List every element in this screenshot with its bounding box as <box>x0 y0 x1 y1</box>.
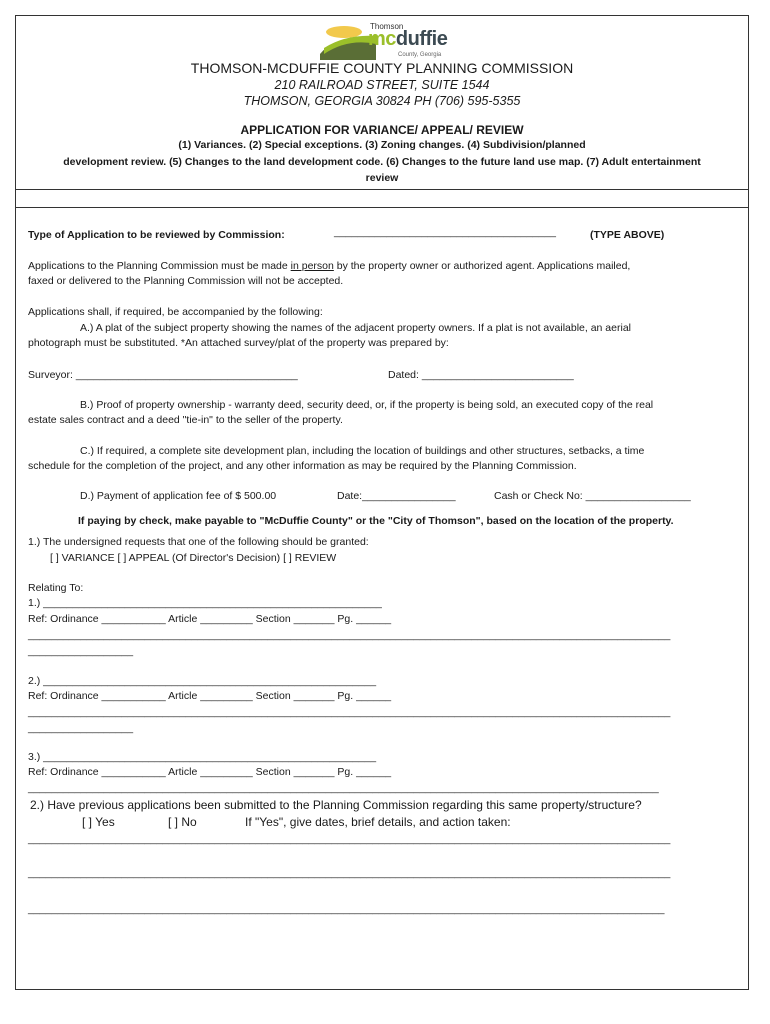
logo-name: mcduffie <box>368 28 448 50</box>
relating-item-1-field[interactable]: 1.) __________________________________________________________ <box>28 597 382 609</box>
check-number-field[interactable]: Cash or Check No: __________________ <box>494 490 691 502</box>
previous-no-checkbox[interactable]: [ ] No <box>168 815 197 829</box>
relating-item-2-detail-line-short[interactable]: __________________ <box>28 722 134 734</box>
mcduffie-logo <box>318 22 458 60</box>
request-options-checkboxes[interactable]: [ ] VARIANCE [ ] APPEAL (Of Director's Decision) [ ] REVIEW <box>50 552 337 564</box>
type-above-note: (TYPE ABOVE) <box>590 229 665 241</box>
previous-applications-question: 2.) Have previous applications been submitted to the Planning Commission regarding this same property/structure? <box>30 798 642 812</box>
relating-to-label: Relating To: <box>28 582 84 594</box>
application-types-line-3: review <box>365 172 399 184</box>
fee-date-field[interactable]: Date:________________ <box>337 490 456 502</box>
relating-item-1-reference[interactable]: Ref: Ordinance ___________ Article _________ Section _______ Pg. ______ <box>28 613 392 625</box>
requirement-b-line-1: B.) Proof of property ownership - warranty deed, security deed, or, if the property is being sold, an executed copy of the real <box>80 399 654 411</box>
type-of-application-field[interactable]: ______________________________________ <box>334 226 556 238</box>
intro-line-2: faxed or delivered to the Planning Commission will not be accepted. <box>28 275 344 287</box>
previous-details-prompt: If "Yes", give dates, brief details, and action taken: <box>245 815 511 829</box>
logo-subtitle: County, Georgia <box>398 52 442 58</box>
type-of-application-label: Type of Application to be reviewed by Commission: <box>28 229 285 241</box>
relating-item-2-field[interactable]: 2.) _________________________________________________________ <box>28 675 377 687</box>
requirements-lead: Applications shall, if required, be accompanied by the following: <box>28 306 323 318</box>
relating-item-2-detail-line[interactable]: ______________________________________________________________________________________________________________ <box>28 706 671 718</box>
request-lead: 1.) The undersigned requests that one of the following should be granted: <box>28 536 369 548</box>
previous-yes-checkbox[interactable]: [ ] Yes <box>82 815 115 829</box>
commission-title: THOMSON-MCDUFFIE COUNTY PLANNING COMMISSION <box>190 60 574 76</box>
relating-item-1-detail-line[interactable]: ______________________________________________________________________________________________________________ <box>28 629 671 641</box>
payable-note: If paying by check, make payable to "McDuffie County" or the "City of Thomson", based on the location of the property. <box>78 515 674 527</box>
requirement-c-line-2: schedule for the completion of the project, and any other information as may be required by the Planning Commission. <box>28 460 577 472</box>
application-fee-text: D.) Payment of application fee of $ 500.00 <box>80 490 277 502</box>
relating-item-2-reference[interactable]: Ref: Ordinance ___________ Article _________ Section _______ Pg. ______ <box>28 690 392 702</box>
address-line-1: 210 RAILROAD STREET, SUITE 1544 <box>274 78 490 92</box>
form-title: APPLICATION FOR VARIANCE/ APPEAL/ REVIEW <box>240 123 524 137</box>
requirement-c-line-1: C.) If required, a complete site development plan, including the location of buildings and other structures, setbacks, a time <box>80 445 645 457</box>
requirement-a-line-1: A.) A plat of the subject property showing the names of the adjacent property owners. If a plat is not available, an aerial <box>80 322 631 334</box>
previous-details-line-3[interactable]: _____________________________________________________________________________________________________________ <box>28 903 665 915</box>
application-types-line-2: development review. (5) Changes to the land development code. (6) Changes to the future land use map. (7) Adult entertainment <box>63 156 701 168</box>
application-types-line-1: (1) Variances. (2) Special exceptions. (3) Zoning changes. (4) Subdivision/planned <box>178 139 586 151</box>
previous-details-line-2[interactable]: ______________________________________________________________________________________________________________ <box>28 867 671 879</box>
relating-item-1-detail-line-short[interactable]: __________________ <box>28 645 134 657</box>
previous-details-line-1[interactable]: ______________________________________________________________________________________________________________ <box>28 833 671 845</box>
relating-item-3-reference[interactable]: Ref: Ordinance ___________ Article _________ Section _______ Pg. ______ <box>28 766 392 778</box>
intro-line-1: Applications to the Planning Commission must be made in person by the property owner or authorized agent. Applications mailed, <box>28 260 631 272</box>
logo-city-text: Thomson <box>370 22 404 31</box>
address-line-2: THOMSON, GEORGIA 30824 PH (706) 595-5355 <box>243 94 521 108</box>
relating-item-3-detail-line[interactable]: ____________________________________________________________________________________________________________ <box>28 782 659 794</box>
header-divider-box <box>15 189 749 208</box>
surveyor-field[interactable]: Surveyor: ______________________________________ <box>28 369 298 381</box>
surveyor-dated-field[interactable]: Dated: __________________________ <box>388 369 574 381</box>
requirement-a-line-2: photograph must be substituted. *An attached survey/plat of the property was prepared by: <box>28 337 449 349</box>
requirement-b-line-2: estate sales contract and a deed "tie-in" to the seller of the property. <box>28 414 343 426</box>
relating-item-3-field[interactable]: 3.) _________________________________________________________ <box>28 751 377 763</box>
